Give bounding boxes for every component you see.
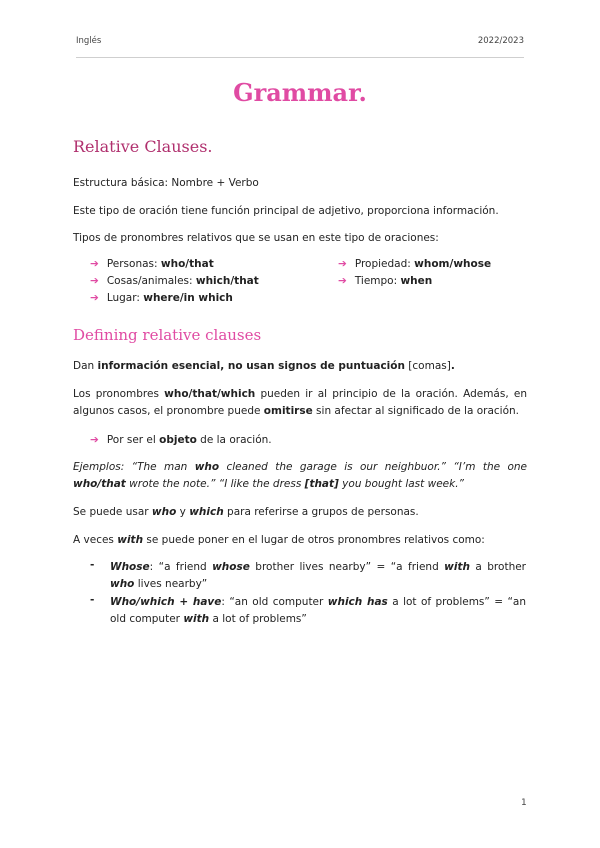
paragraph-groups: Se puede usar who y which para referirse a grupos de personas. (73, 506, 419, 518)
list-item-objeto: ➔ Por ser el objeto de la oración. (90, 434, 272, 446)
list-item-cosas: ➔ Cosas/animales: which/that (90, 275, 259, 287)
paragraph-with: A veces with se puede poner en el lugar de otros pronombres relativos como: (73, 534, 485, 546)
section-heading-defining: Defining relative clauses (73, 326, 262, 344)
dash-bullet: - (90, 559, 95, 571)
paragraph-basic-structure: Estructura básica: Nombre + Verbo (73, 177, 259, 189)
header-subject: Inglés (76, 36, 102, 46)
paragraph-pronoun-types: Tipos de pronombres relativos que se usan en este tipo de oraciones: (73, 232, 439, 244)
list-item-tiempo: ➔ Tiempo: when (338, 275, 433, 287)
page-header (76, 36, 524, 46)
paragraph-function: Este tipo de oración tiene función principal de adjetivo, proporciona información. (73, 205, 499, 217)
header-year: 2022/2023 (477, 36, 524, 46)
page-title: Grammar. (233, 78, 367, 107)
dash-bullet: - (90, 594, 95, 606)
arrow-icon: ➔ (90, 434, 99, 446)
list-item-lugar: ➔ Lugar: where/in which (90, 292, 233, 304)
arrow-icon: ➔ (90, 292, 99, 304)
paragraph-essential-info: Dan información esencial, no usan signos de puntuación [comas]. (73, 360, 455, 372)
paragraph-examples: Ejemplos: “The man who cleaned the garage is our neighbuor.” “I’m the one who/that wrote the note.” “I like the dress [that] you bought last week.” (73, 461, 527, 490)
list-item-who-which-have: Who/which + have: “an old computer which has a lot of problems” = “an old computer with a lot of problems” (110, 596, 526, 625)
header-divider (76, 57, 524, 58)
list-item-propiedad: ➔ Propiedad: whom/whose (338, 258, 492, 270)
list-item-personas: ➔ Personas: who/that (90, 258, 214, 270)
arrow-icon: ➔ (90, 258, 99, 270)
arrow-icon: ➔ (338, 258, 347, 270)
arrow-icon: ➔ (90, 275, 99, 287)
list-item-whose: Whose: “a friend whose brother lives nearby” = “a friend with a brother who lives nearby” (110, 561, 526, 590)
section-heading-relative-clauses: Relative Clauses. (73, 137, 213, 156)
page-number: 1 (521, 798, 527, 808)
arrow-icon: ➔ (338, 275, 347, 287)
paragraph-pronouns-omit: Los pronombres who/that/which pueden ir al principio de la oración. Además, en algunos casos, el pronombre puede omitirse sin afectar al significado de la oración. (73, 388, 527, 417)
